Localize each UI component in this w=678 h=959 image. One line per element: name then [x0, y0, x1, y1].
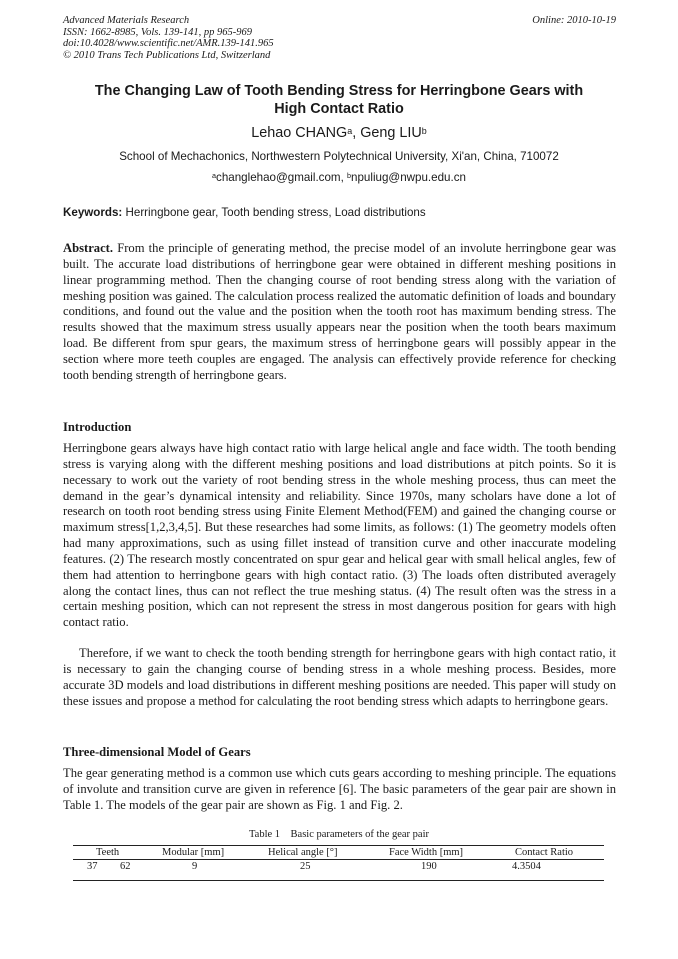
author-1: Lehao CHANG [251, 125, 348, 141]
author-emails [60, 171, 618, 185]
email-a: changlehao@gmail.com, [216, 171, 348, 184]
section-heading-3d-model: Three-dimensional Model of Gears [63, 745, 251, 759]
introduction-paragraph-2: Therefore, if we want to check the tooth bending strength for herringbone gears with high contact ratio, it is necessary to gain the changing course of bending stress in a whole meshing process. Besides, more accurate 3D models and load distributions in different meshing positions are needed. This paper will study on these issues and propose a method for calculating the root bending stress which adapts to herringbone gears. [63, 646, 616, 708]
copyright-line: © 2010 Trans Tech Publications Ltd, Switzerland [63, 49, 271, 61]
author-2-affil-mark: b [421, 125, 427, 136]
section-3d-model-paragraph: The gear generating method is a common use which cuts gears according to meshing principle. The equations of involute and transition curve are given in reference [6]. The basic parameters of the gear pair are shown in Table 1. The models of the gear pair are shown as Fig. 1 and Fig. 2. [63, 766, 616, 812]
table-top-rule [73, 845, 604, 846]
author-separator: , [352, 125, 361, 141]
table-header-teeth: Teeth [96, 847, 120, 858]
table-caption: Table 1 Basic parameters of the gear pair [248, 829, 430, 840]
doi-line: doi:10.4028/www.scientific.net/AMR.139-141.965 [63, 38, 274, 49]
author-2: Geng LIU [360, 125, 422, 141]
paper-title [60, 82, 618, 118]
table-header-face-width: Face Width [mm] [389, 847, 464, 858]
email-b-mark: b [347, 171, 352, 181]
abstract-label: Abstract. [63, 241, 114, 255]
keywords-label: Keywords: [63, 206, 123, 219]
table-header-modular: Modular [mm] [162, 847, 225, 858]
journal-header [63, 15, 616, 61]
journal-name: Advanced Materials Research [63, 15, 190, 26]
table-header-contact-ratio: Contact Ratio [515, 847, 574, 858]
table-header-helical-angle: Helical angle [°] [268, 847, 338, 858]
table-bottom-rule [73, 880, 604, 881]
email-b: npuliug@nwpu.edu.cn [351, 171, 466, 184]
abstract-text: From the principle of generating method, the precise model of an involute herringbone gear was built. The accurate load distributions of herringbone gear were obtained in different meshing positions in linear programming method. Then the changing course of root bending stress along with the variation of meshing position was gained. The calculation process realized the automatic definition of loads and boundary conditions, and found out the value and the position when the tooth root has maximum bending stress. The results showed that the maximum stress usually appears near the position when the tooth bears maximum load. Be different from spur gears, the maximum stress of herringbone gears will possibly appear in the section where more teeth couples are engaged. The analysis can effectively provide reference for checking tooth bending strength of herringbone gears. [63, 241, 616, 382]
title-line-2: High Contact Ratio [274, 101, 404, 117]
keywords [63, 206, 616, 220]
table-cell-helical-angle: 25 [300, 861, 311, 872]
introduction-paragraph-1: Herringbone gears always have high contact ratio with large helical angle and face width. The tooth bending stress is varying along with the different meshing positions and load distributions at pitch points. So it is necessary to work out the variety of root bending stress in the whole meshing process, thus can meet the demand in the gear’s dynamical intensity and reliability. Since 1970s, many scholars have done a lot of research on tooth root bending stress using Finite Element Method(FEM) and gained the changing course or maximum stress[1,2,3,4,5]. But these researches had some limits, as follows: (1) The geometry models often had many approximations, such as using fillet instead of transition curve and other inaccurate modeling features. (2) The research mostly concentrated on spur gear and helical gear with small helical angles, few of them had attention to herringbone gears with high contact ratio. (3) The loads often distributed averagely along the contact lines, thus can not reflect the true meshing status. (4) The result often was the stress in a certain meshing position, which can not represent the stress in most dangerous position for gears with high contact ratio. [63, 441, 616, 630]
keywords-text: Herringbone gear, Tooth bending stress, Load distributions [122, 206, 426, 219]
table-cell-face-width: 190 [421, 861, 437, 872]
introduction-heading: Introduction [63, 420, 132, 434]
table-cell-contact-ratio: 4.3504 [512, 861, 541, 872]
title-line-1: The Changing Law of Tooth Bending Stress for Herringbone Gears with [94, 83, 584, 99]
issn-line: ISSN: 1662-8985, Vols. 139-141, pp 965-969 [63, 26, 252, 38]
table-cell-teeth-2: 62 [120, 861, 131, 872]
authors [60, 124, 618, 142]
email-a-mark: a [212, 171, 217, 181]
table-cell-teeth-1: 37 [87, 861, 98, 872]
abstract [63, 241, 616, 384]
table-header-rule [73, 859, 604, 860]
author-1-affil-mark: a [347, 125, 353, 136]
online-date: Online: 2010-10-19 [532, 15, 616, 26]
table-cell-modular: 9 [192, 861, 198, 872]
affiliation: School of Mechachonics, Northwestern Polytechnical University, Xi'an, China, 710072 [119, 150, 559, 163]
